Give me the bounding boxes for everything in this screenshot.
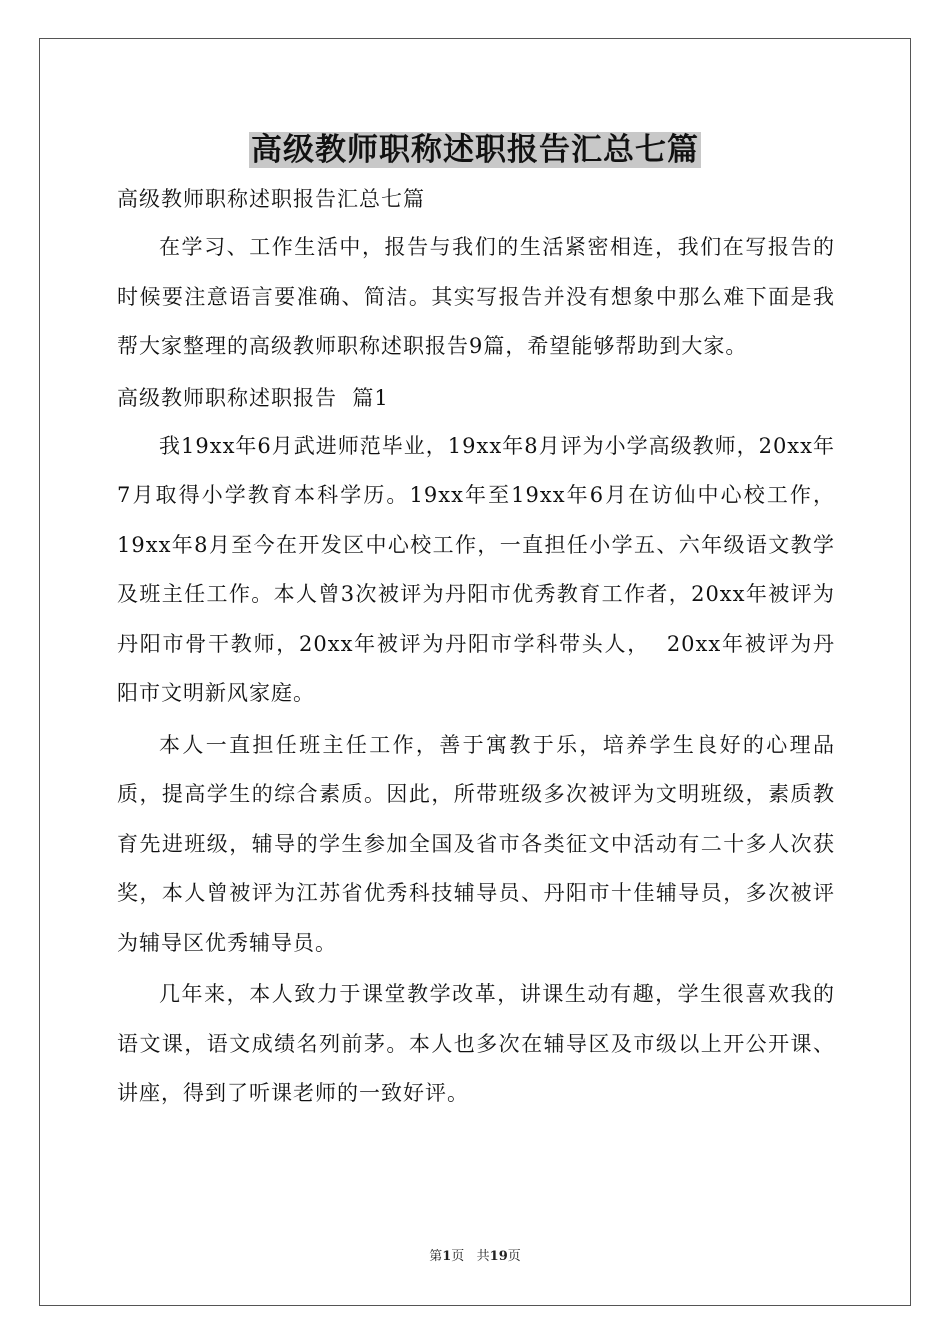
page-footer bbox=[0, 1245, 950, 1264]
body-paragraph-1: 我19xx年6月武进师范毕业，19xx年8月评为小学高级教师，20xx年7月取得小学教育本科学历。19xx年至19xx年6月在访仙中心校工作，19xx年8月至今在开发区中心校工作，一直担任小学五、六年级语文教学及班主任工作。本人曾3次被评为丹阳市优秀教育工作者，20xx年被评为丹阳市骨干教师，20xx年被评为丹阳市学科带头人， 20xx年被评为丹阳市文明新风家庭。 bbox=[117, 433, 835, 705]
page-total: 19 bbox=[489, 1249, 508, 1264]
section-heading: 高级教师职称述职报告 篇1 bbox=[117, 385, 389, 410]
document-title-text: 高级教师职称述职报告汇总七篇 bbox=[251, 132, 699, 168]
page-suffix: 页 bbox=[507, 1249, 521, 1264]
document-title bbox=[0, 124, 950, 176]
page-current: 1 bbox=[442, 1249, 452, 1264]
body-paragraph-2: 本人一直担任班主任工作，善于寓教于乐，培养学生良好的心理品质，提高学生的综合素质。因此，所带班级多次被评为文明班级，素质教育先进班级，辅导的学生参加全国及省市各类征文中活动有二十多人次获奖，本人曾被评为江苏省优秀科技辅导员、丹阳市十佳辅导员，多次被评为辅导区优秀辅导员。 bbox=[117, 732, 835, 955]
intro-paragraph: 在学习、工作生活中，报告与我们的生活紧密相连，我们在写报告的时候要注意语言要准确、简洁。其实写报告并没有想象中那么难下面是我帮大家整理的高级教师职称述职报告9篇，希望能够帮助到大家。 bbox=[117, 235, 835, 358]
document-subtitle: 高级教师职称述职报告汇总七篇 bbox=[117, 187, 425, 211]
body-paragraph-3: 几年来，本人致力于课堂教学改革，讲课生动有趣，学生很喜欢我的语文课，语文成绩名列前茅。本人也多次在辅导区及市级以上开公开课、讲座，得到了听课老师的一致好评。 bbox=[117, 982, 835, 1105]
document-body bbox=[117, 175, 835, 1121]
page-mid: 页 共 bbox=[451, 1249, 490, 1264]
page-prefix: 第 bbox=[429, 1249, 443, 1264]
